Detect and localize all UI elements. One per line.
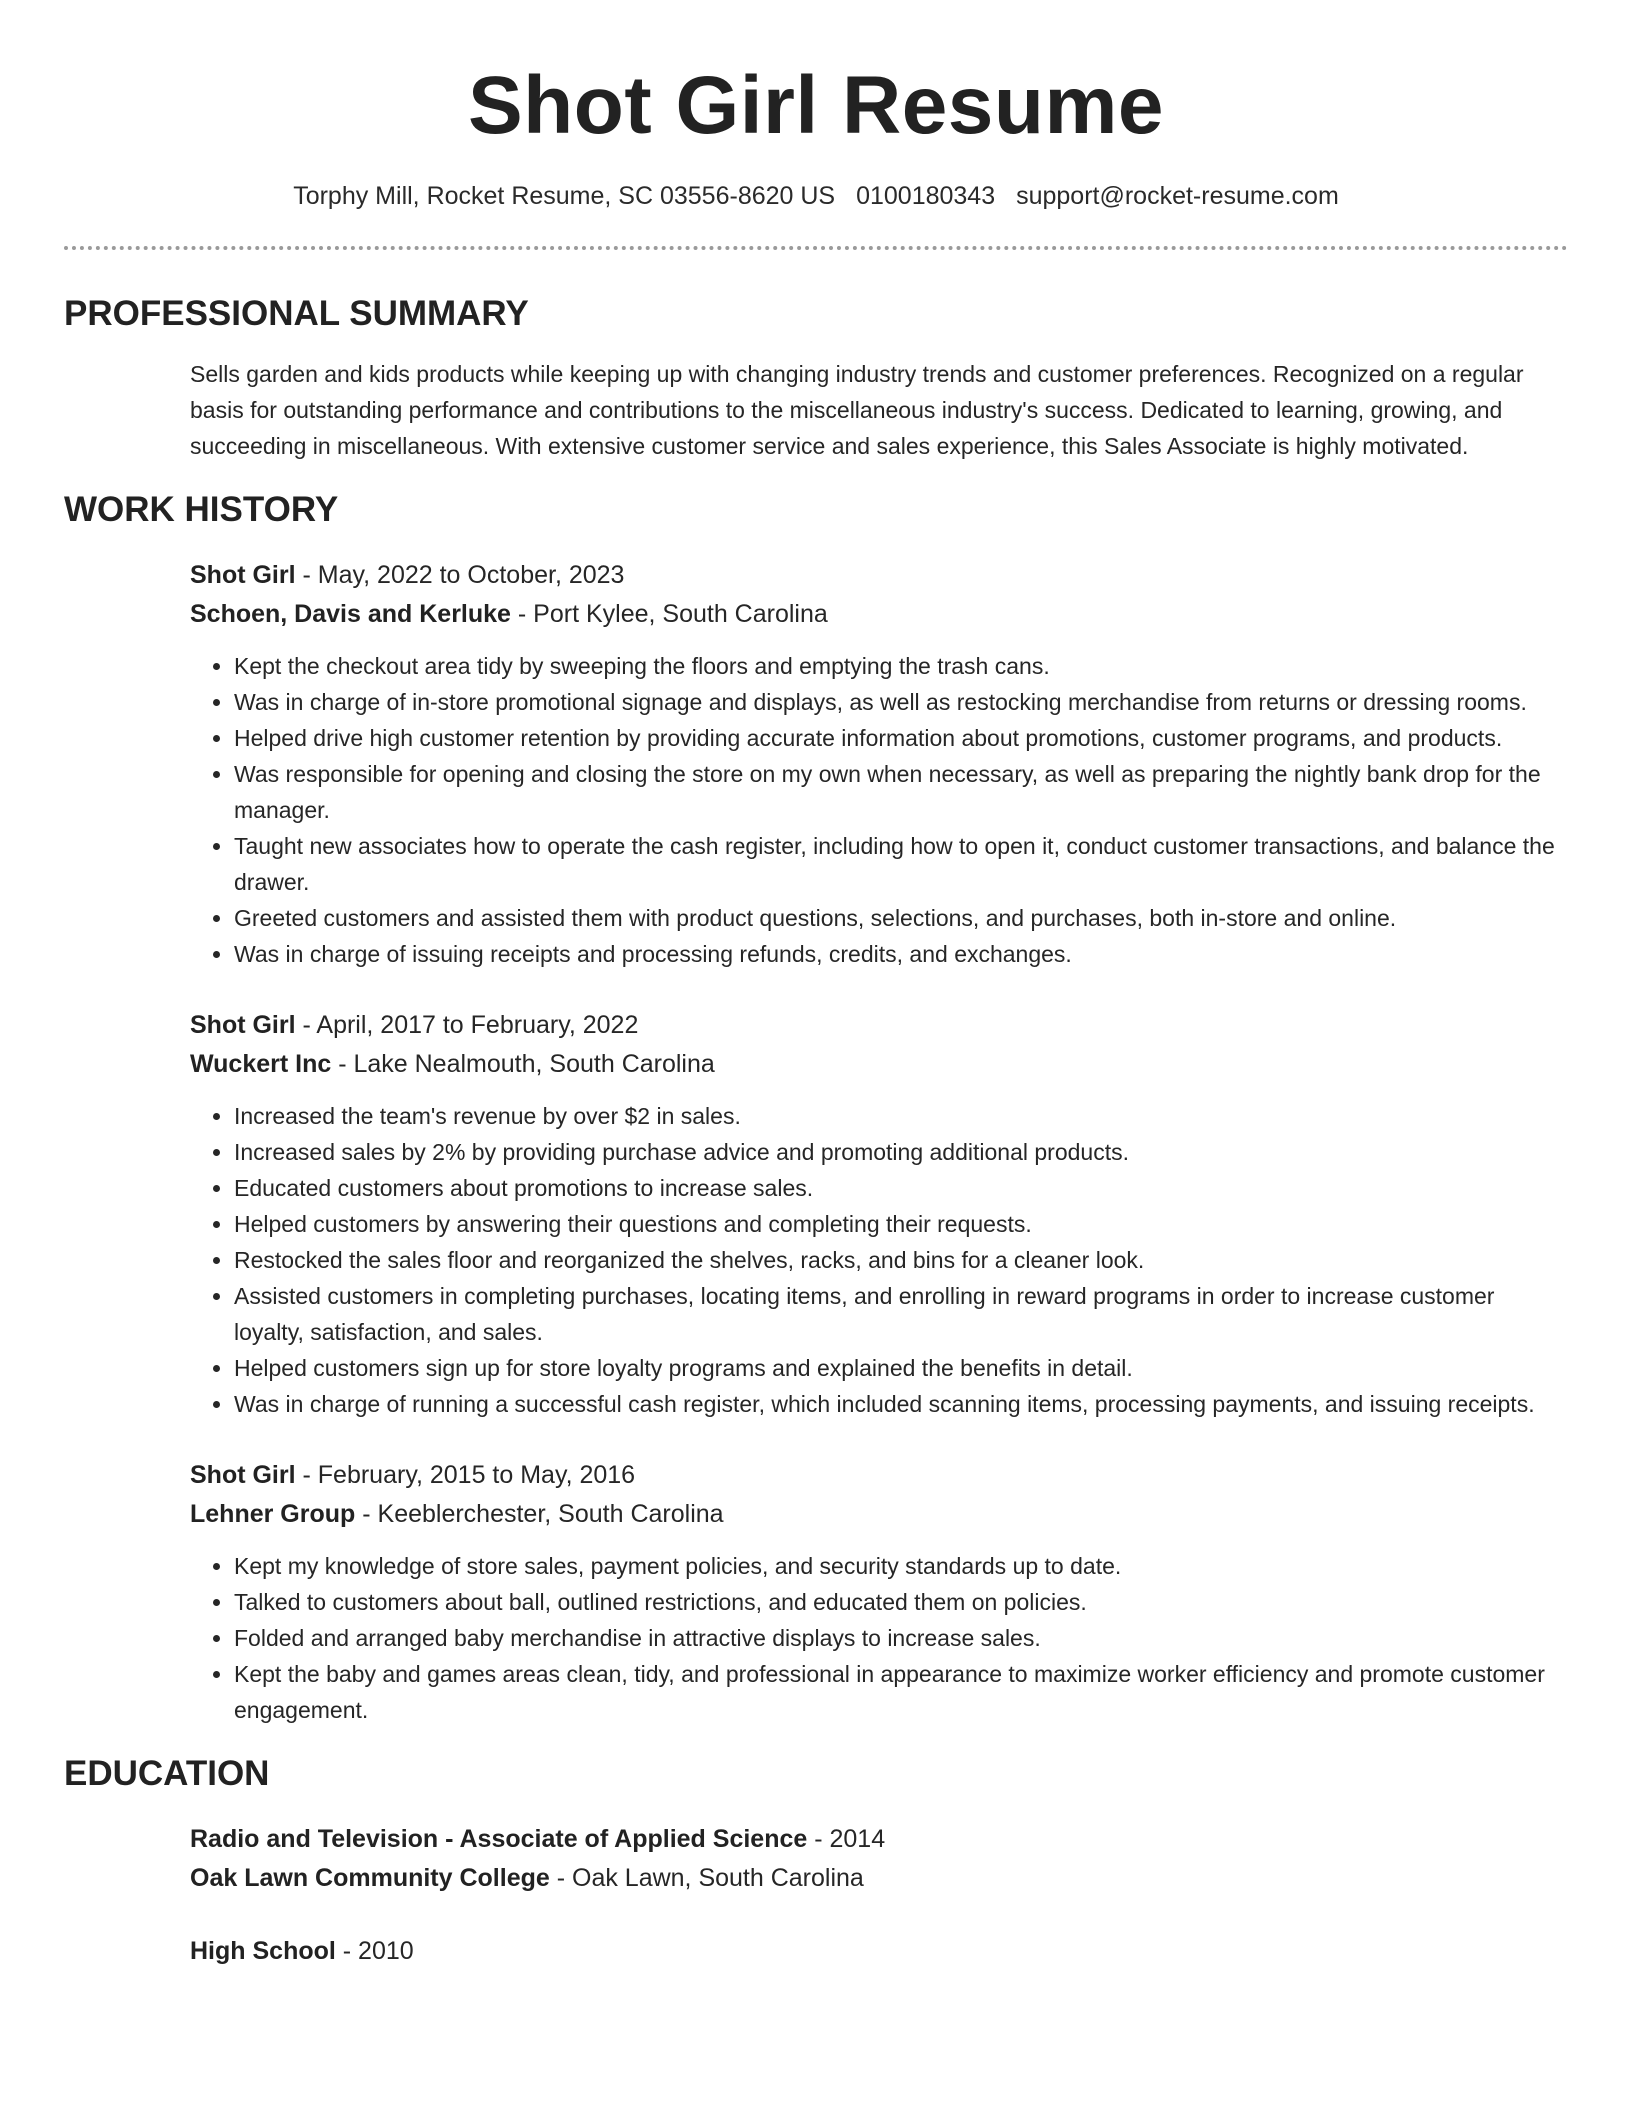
job-bullet: • Helped customers by answering their questions and completing their requests. (234, 1206, 1568, 1242)
job-company-line (190, 1045, 1568, 1084)
section-heading-summary: PROFESSIONAL SUMMARY (64, 294, 529, 333)
job-bullet: • Folded and arranged baby merchandise in attractive displays to increase sales. (234, 1620, 1568, 1656)
job-bullet: • Restocked the sales floor and reorganized the shelves, racks, and bins for a cleaner look. (234, 1242, 1568, 1278)
contact-phone[interactable]: 0100180343 (856, 182, 996, 210)
job-dates: - February, 2015 to May, 2016 (295, 1461, 636, 1489)
job-bullet: • Helped customers sign up for store loyalty programs and explained the benefits in detail. (234, 1350, 1568, 1386)
work-history-list (190, 556, 1568, 1728)
section-heading-education: EDUCATION (64, 1754, 270, 1793)
job-company-line (190, 1495, 1568, 1534)
job-title: Shot Girl (190, 1011, 296, 1039)
job-bullet: • Was responsible for opening and closing the store on my own when necessary, as well as preparing the nightly bank drop for the manager. (234, 756, 1568, 828)
job-bullet: • Assisted customers in completing purchases, locating items, and enrolling in reward programs in order to increase customer loyalty, satisfaction, and sales. (234, 1278, 1568, 1350)
education-degree: Radio and Television - Associate of Applied Science (190, 1825, 808, 1853)
resume-page (64, 0, 1568, 1971)
job-bullet: • Educated customers about promotions to increase sales. (234, 1170, 1568, 1206)
job-location: - Lake Nealmouth, South Carolina (331, 1050, 715, 1078)
job-dates: - May, 2022 to October, 2023 (295, 561, 625, 589)
job-title: Shot Girl (190, 1461, 296, 1489)
job-location: - Keeblerchester, South Carolina (355, 1500, 724, 1528)
education-list (190, 1820, 1568, 1971)
education-school-line (190, 1859, 1568, 1898)
section-heading-work-history: WORK HISTORY (64, 490, 339, 529)
contact-info (64, 180, 1568, 212)
header-divider (64, 246, 1568, 250)
education-degree-line (190, 1932, 1568, 1971)
job-dates: - April, 2017 to February, 2022 (295, 1011, 639, 1039)
job-bullet: • Was in charge of running a successful cash register, which included scanning items, processing payments, and issuing receipts. (234, 1386, 1568, 1422)
job-bullet: • Was in charge of in-store promotional signage and displays, as well as restocking merchandise from returns or dressing rooms. (234, 684, 1568, 720)
education-year: - 2010 (335, 1937, 414, 1965)
job-bullet: • Kept my knowledge of store sales, payment policies, and security standards up to date. (234, 1548, 1568, 1584)
job-bullet: • Talked to customers about ball, outlined restrictions, and educated them on policies. (234, 1584, 1568, 1620)
job-bullets (190, 1548, 1568, 1728)
job-bullet: • Kept the baby and games areas clean, tidy, and professional in appearance to maximize worker efficiency and promote customer engagement. (234, 1656, 1568, 1728)
summary-text: Sells garden and kids products while keeping up with changing industry trends and customer preferences. Recognized on a regular basis for outstanding performance and contributions to the miscellaneous industry's success. Dedicated to learning, growing, and succeeding in miscellaneous. With extensive customer service and sales experience, this Sales Associate is highly motivated. (190, 361, 1524, 459)
job-company: Schoen, Davis and Kerluke (190, 600, 511, 628)
job-bullets (190, 1098, 1568, 1422)
education-entry (190, 1932, 1568, 1971)
job-title-line (190, 1006, 1568, 1045)
job-entry (190, 1006, 1568, 1422)
education-school: Oak Lawn Community College (190, 1864, 550, 1892)
education-location: - Oak Lawn, South Carolina (549, 1864, 864, 1892)
job-entry (190, 1456, 1568, 1728)
job-location: - Port Kylee, South Carolina (510, 600, 828, 628)
education-entry (190, 1820, 1568, 1898)
job-bullet: • Was in charge of issuing receipts and processing refunds, credits, and exchanges. (234, 936, 1568, 972)
job-title: Shot Girl (190, 561, 296, 589)
job-bullet: • Increased sales by 2% by providing purchase advice and promoting additional products. (234, 1134, 1568, 1170)
education-year: - 2014 (807, 1825, 886, 1853)
job-bullet: • Helped drive high customer retention by providing accurate information about promotions, customer programs, and products. (234, 720, 1568, 756)
job-bullet: • Increased the team's revenue by over $2 in sales. (234, 1098, 1568, 1134)
education-degree: High School (190, 1937, 336, 1965)
resume-title: Shot Girl Resume (467, 60, 1165, 151)
job-title-line (190, 1456, 1568, 1495)
job-company: Wuckert Inc (190, 1050, 332, 1078)
job-bullet: • Kept the checkout area tidy by sweeping the floors and emptying the trash cans. (234, 648, 1568, 684)
job-bullets (190, 648, 1568, 972)
job-entry (190, 556, 1568, 972)
job-bullet: • Greeted customers and assisted them with product questions, selections, and purchases, both in-store and online. (234, 900, 1568, 936)
job-bullet: • Taught new associates how to operate the cash register, including how to open it, conduct customer transactions, and balance the drawer. (234, 828, 1568, 900)
job-company: Lehner Group (190, 1500, 356, 1528)
job-title-line (190, 556, 1568, 595)
contact-email[interactable]: support@rocket-resume.com (1016, 182, 1339, 210)
education-degree-line (190, 1820, 1568, 1859)
job-company-line (190, 595, 1568, 634)
contact-address: Torphy Mill, Rocket Resume, SC 03556-8620 US (293, 182, 836, 210)
